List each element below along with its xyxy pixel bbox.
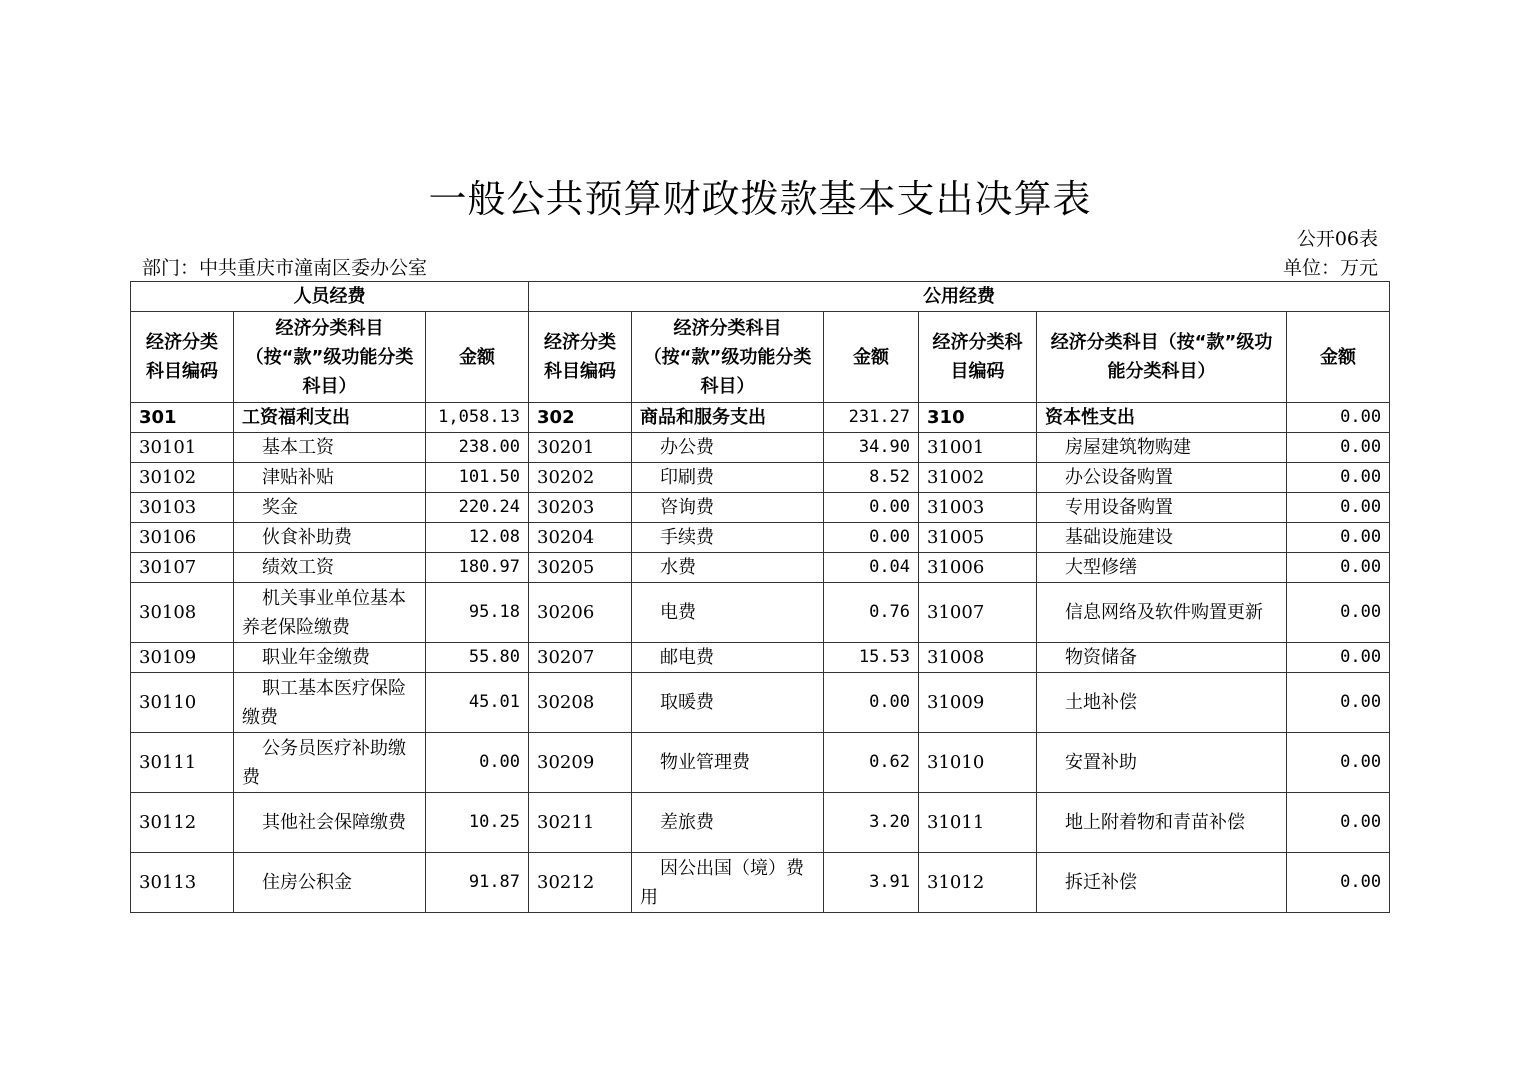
code-cell: 30108 <box>131 583 234 643</box>
amount-cell: 0.00 <box>1287 583 1390 643</box>
amount-cell: 231.27 <box>824 403 919 433</box>
subject-cell <box>234 853 426 913</box>
subject-cell <box>1037 643 1287 673</box>
subject-text: 因公出国（境）费用 <box>640 857 805 908</box>
subject-text: 办公设备购置 <box>1065 467 1174 488</box>
code-cell: 30204 <box>529 523 632 553</box>
subject-cell <box>234 643 426 673</box>
code-cell: 301 <box>131 403 234 433</box>
subject-cell <box>1037 463 1287 493</box>
code-cell: 302 <box>529 403 632 433</box>
amount-cell: 0.00 <box>1287 493 1390 523</box>
code-cell: 31006 <box>919 553 1037 583</box>
amount-cell: 0.00 <box>1287 853 1390 913</box>
amount-cell: 0.00 <box>1287 673 1390 733</box>
code-cell: 30107 <box>131 553 234 583</box>
subject-text: 物资储备 <box>1065 647 1138 668</box>
code-header-2: 经济分类科目编码 <box>529 312 632 403</box>
subject-cell <box>1037 673 1287 733</box>
unit-label: 单位：万元 <box>1282 257 1378 279</box>
amount-cell: 12.08 <box>426 523 529 553</box>
subject-text: 手续费 <box>660 527 715 548</box>
personnel-header: 人员经费 <box>131 282 529 312</box>
code-cell: 31005 <box>919 523 1037 553</box>
subject-cell <box>632 493 824 523</box>
subject-text: 津贴补贴 <box>262 467 334 488</box>
code-cell: 30209 <box>529 733 632 793</box>
subject-text: 专用设备购置 <box>1065 497 1174 518</box>
subject-text: 绩效工资 <box>262 557 334 578</box>
table-row <box>131 553 1390 583</box>
table-row <box>131 433 1390 463</box>
subject-cell <box>234 433 426 463</box>
subject-cell <box>632 853 824 913</box>
subject-text: 差旅费 <box>660 812 715 833</box>
table-row <box>131 493 1390 523</box>
subject-text: 职工基本医疗保险缴费 <box>242 677 406 728</box>
subject-cell <box>1037 583 1287 643</box>
subject-cell: 商品和服务支出 <box>632 403 824 433</box>
amount-cell: 91.87 <box>426 853 529 913</box>
amount-cell: 0.00 <box>824 493 919 523</box>
subject-cell <box>1037 433 1287 463</box>
code-header-3: 经济分类科目编码 <box>919 312 1037 403</box>
amount-cell: 220.24 <box>426 493 529 523</box>
subject-text: 基础设施建设 <box>1065 527 1174 548</box>
amount-cell: 1,058.13 <box>426 403 529 433</box>
subject-cell <box>234 493 426 523</box>
subject-cell <box>1037 853 1287 913</box>
form-number: 公开06表 <box>1296 228 1378 250</box>
subject-text: 电费 <box>660 602 697 623</box>
column-header-row <box>131 312 1390 403</box>
code-cell: 31011 <box>919 793 1037 853</box>
code-cell: 30103 <box>131 493 234 523</box>
subject-text: 咨询费 <box>660 497 715 518</box>
subject-cell <box>234 793 426 853</box>
code-header-1: 经济分类科目编码 <box>131 312 234 403</box>
subject-text: 物业管理费 <box>660 752 751 773</box>
amount-cell: 0.00 <box>824 673 919 733</box>
amount-header-3: 金额 <box>1287 312 1390 403</box>
code-cell: 31002 <box>919 463 1037 493</box>
code-cell: 31003 <box>919 493 1037 523</box>
amount-cell: 8.52 <box>824 463 919 493</box>
code-cell: 31010 <box>919 733 1037 793</box>
table-row <box>131 643 1390 673</box>
subject-cell <box>632 673 824 733</box>
code-cell: 30207 <box>529 643 632 673</box>
table-row <box>131 523 1390 553</box>
amount-cell: 0.00 <box>1287 403 1390 433</box>
amount-cell: 0.76 <box>824 583 919 643</box>
amount-cell: 0.00 <box>1287 793 1390 853</box>
subject-text: 基本工资 <box>262 437 334 458</box>
code-cell: 31012 <box>919 853 1037 913</box>
code-cell: 30106 <box>131 523 234 553</box>
subject-text: 办公费 <box>660 437 715 458</box>
code-cell: 30112 <box>131 793 234 853</box>
subject-cell <box>1037 523 1287 553</box>
subject-cell <box>632 643 824 673</box>
amount-cell: 0.00 <box>426 733 529 793</box>
amount-cell: 180.97 <box>426 553 529 583</box>
subject-text: 邮电费 <box>660 647 715 668</box>
subject-text: 伙食补助费 <box>262 527 352 548</box>
amount-cell: 34.90 <box>824 433 919 463</box>
subject-cell <box>234 583 426 643</box>
amount-cell: 0.00 <box>1287 463 1390 493</box>
amount-cell: 0.00 <box>1287 553 1390 583</box>
amount-cell: 238.00 <box>426 433 529 463</box>
subject-cell <box>632 733 824 793</box>
subject-cell <box>632 463 824 493</box>
group-header-row <box>131 282 1390 312</box>
code-cell: 30109 <box>131 643 234 673</box>
code-cell: 30102 <box>131 463 234 493</box>
amount-cell: 0.00 <box>1287 643 1390 673</box>
amount-cell: 95.18 <box>426 583 529 643</box>
subject-text: 水费 <box>660 557 697 578</box>
subject-cell: 工资福利支出 <box>234 403 426 433</box>
subject-cell <box>234 553 426 583</box>
amount-cell: 0.00 <box>1287 733 1390 793</box>
page-title: 一般公共预算财政拨款基本支出决算表 <box>428 177 1092 221</box>
code-cell: 30201 <box>529 433 632 463</box>
subject-text: 其他社会保障缴费 <box>262 812 406 833</box>
code-cell: 30101 <box>131 433 234 463</box>
subject-cell <box>632 793 824 853</box>
subject-text: 地上附着物和青苗补偿 <box>1065 812 1246 833</box>
subject-text: 职业年金缴费 <box>262 647 370 668</box>
subject-header-2: 经济分类科目（按“款”级功能分类科目） <box>632 312 824 403</box>
subject-cell <box>234 733 426 793</box>
table-row <box>131 853 1390 913</box>
code-cell: 30202 <box>529 463 632 493</box>
amount-cell: 45.01 <box>426 673 529 733</box>
subject-header-1: 经济分类科目（按“款”级功能分类科目） <box>234 312 426 403</box>
code-cell: 31007 <box>919 583 1037 643</box>
code-cell: 30206 <box>529 583 632 643</box>
subject-text: 印刷费 <box>660 467 715 488</box>
code-cell: 31009 <box>919 673 1037 733</box>
subject-cell <box>632 433 824 463</box>
public-header: 公用经费 <box>529 282 1390 312</box>
expenditure-table <box>130 281 1390 913</box>
subject-text: 大型修缮 <box>1065 557 1138 578</box>
amount-cell: 0.00 <box>1287 523 1390 553</box>
amount-cell: 101.50 <box>426 463 529 493</box>
subject-cell: 资本性支出 <box>1037 403 1287 433</box>
code-cell: 30113 <box>131 853 234 913</box>
code-cell: 30208 <box>529 673 632 733</box>
code-cell: 30205 <box>529 553 632 583</box>
code-cell: 30110 <box>131 673 234 733</box>
amount-cell: 0.00 <box>1287 433 1390 463</box>
code-cell: 30203 <box>529 493 632 523</box>
amount-header-1: 金额 <box>426 312 529 403</box>
amount-cell: 3.91 <box>824 853 919 913</box>
subject-text: 信息网络及软件购置更新 <box>1065 602 1264 623</box>
amount-cell: 55.80 <box>426 643 529 673</box>
subject-text: 奖金 <box>262 497 298 518</box>
subject-cell <box>632 553 824 583</box>
amount-cell: 0.62 <box>824 733 919 793</box>
amount-header-2: 金额 <box>824 312 919 403</box>
code-cell: 31008 <box>919 643 1037 673</box>
code-cell: 30111 <box>131 733 234 793</box>
subject-cell <box>1037 733 1287 793</box>
subject-text: 机关事业单位基本养老保险缴费 <box>242 587 406 638</box>
subject-cell <box>632 523 824 553</box>
table-row <box>131 733 1390 793</box>
table-row <box>131 673 1390 733</box>
subject-cell <box>234 673 426 733</box>
code-cell: 30212 <box>529 853 632 913</box>
table-row <box>131 403 1390 433</box>
subject-cell <box>234 523 426 553</box>
department-label: 部门：中共重庆市潼南区委办公室 <box>142 257 428 279</box>
table-row <box>131 583 1390 643</box>
table-row <box>131 793 1390 853</box>
amount-cell: 10.25 <box>426 793 529 853</box>
subject-cell <box>234 463 426 493</box>
subject-text: 土地补偿 <box>1065 692 1138 713</box>
subject-text: 住房公积金 <box>262 872 352 893</box>
amount-cell: 0.04 <box>824 553 919 583</box>
amount-cell: 15.53 <box>824 643 919 673</box>
subject-text: 公务员医疗补助缴费 <box>242 737 406 788</box>
subject-text: 取暖费 <box>660 692 715 713</box>
subject-cell <box>1037 793 1287 853</box>
table-row <box>131 463 1390 493</box>
subject-header-3: 经济分类科目（按“款”级功能分类科目） <box>1037 312 1287 403</box>
amount-cell: 0.00 <box>824 523 919 553</box>
subject-cell <box>632 583 824 643</box>
code-cell: 31001 <box>919 433 1037 463</box>
code-cell: 310 <box>919 403 1037 433</box>
subject-text: 安置补助 <box>1065 752 1138 773</box>
subject-cell <box>1037 493 1287 523</box>
code-cell: 30211 <box>529 793 632 853</box>
subject-text: 房屋建筑物购建 <box>1065 437 1192 458</box>
subject-text: 拆迁补偿 <box>1065 872 1138 893</box>
subject-cell <box>1037 553 1287 583</box>
amount-cell: 3.20 <box>824 793 919 853</box>
